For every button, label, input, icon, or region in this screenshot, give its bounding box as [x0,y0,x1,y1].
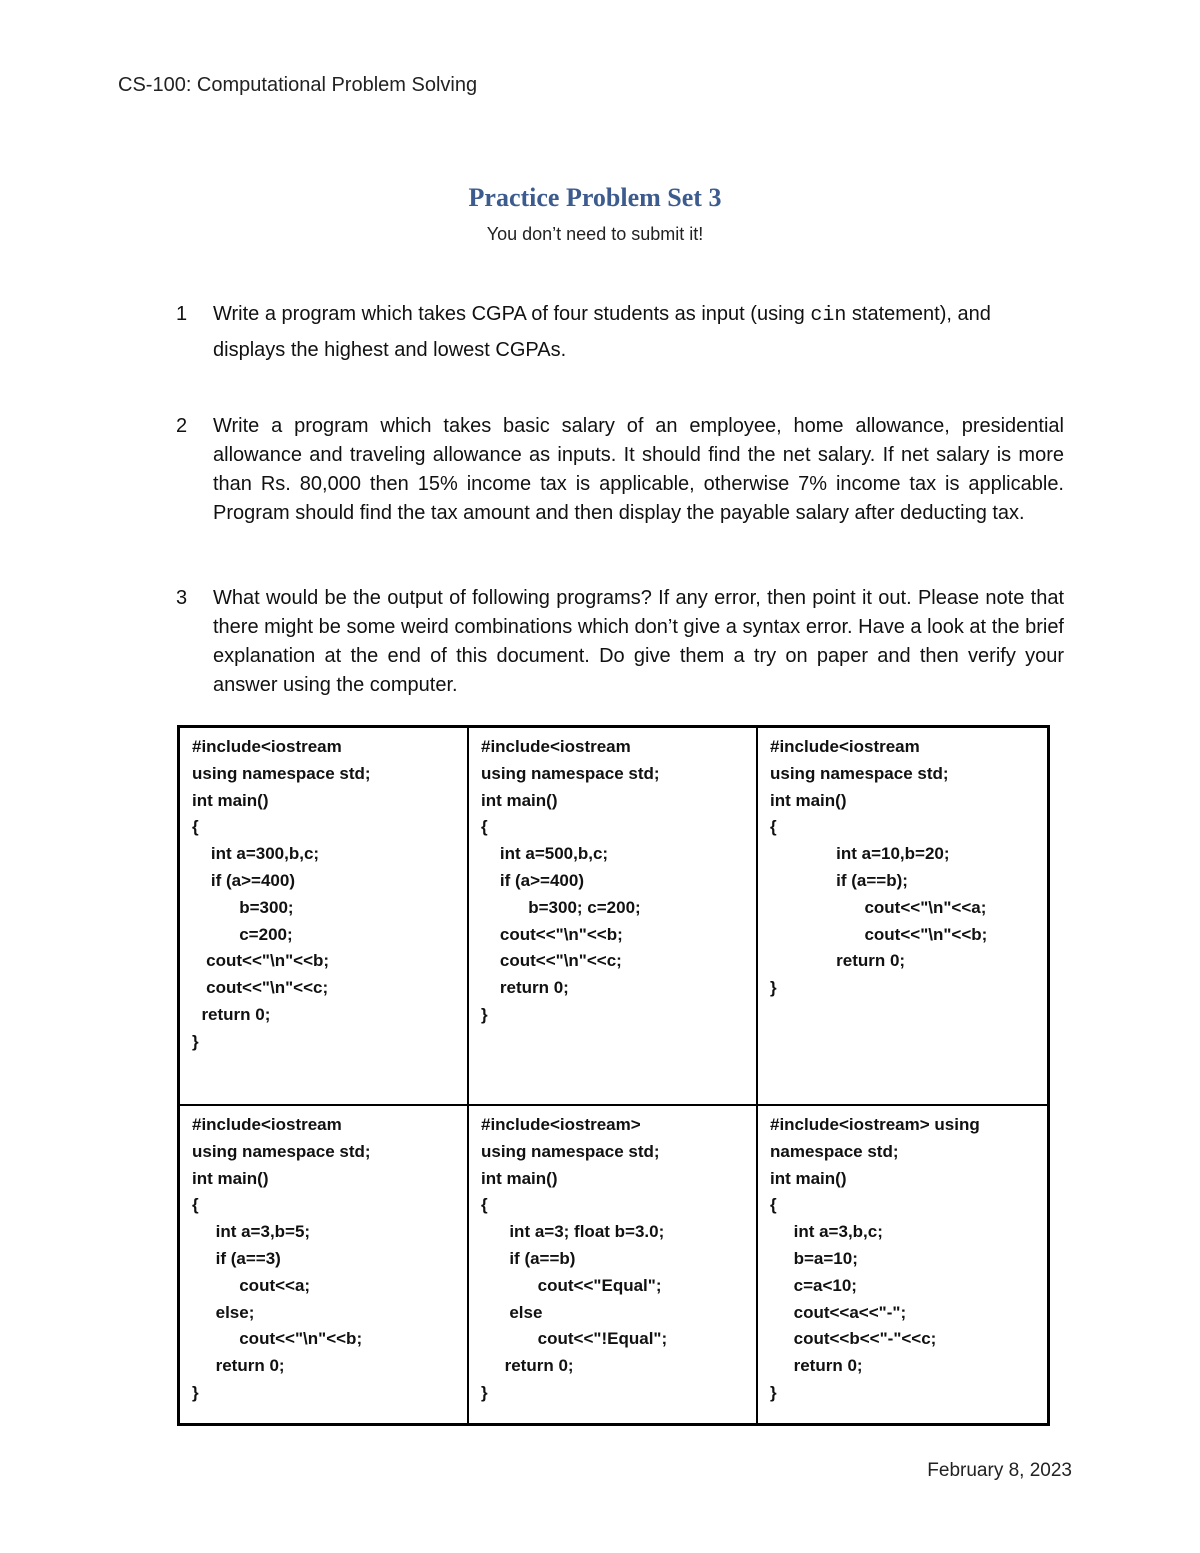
code-line: b=300; c=200; [481,897,641,917]
program-cell-2 [469,728,758,1106]
code-line: } [481,1004,488,1024]
code-line: int a=3; float b=3.0; [481,1222,665,1242]
question-number: 1 [176,303,188,325]
code-line: else [481,1302,543,1322]
code-line: cout<<a<<"-"; [770,1302,907,1322]
code-line: c=a<10; [770,1275,857,1295]
code-line: cout<<"\n"<<b; [481,924,623,944]
code-line: if (a>=400) [481,870,584,890]
code-line: return 0; [770,1356,863,1376]
code-line: namespace std; [770,1141,899,1161]
code-line: b=a=10; [770,1248,858,1268]
code-line: #include<iostream> using [770,1115,980,1134]
code-line: cout<<"\n"<<a; [770,897,987,917]
page-title: Practice Problem Set 3 [468,183,722,212]
question-2 [176,412,1064,528]
code-line: int main() [481,1168,558,1188]
code-line: int main() [192,790,269,810]
code-line: } [481,1382,488,1402]
program-cell-5 [469,1106,758,1423]
code-line: return 0; [481,1356,574,1376]
footer-date: February 8, 2023 [927,1460,1072,1481]
code-line: } [192,1031,199,1051]
code-line: c=200; [192,924,293,944]
code-line: #include<iostream [192,1115,342,1134]
program-cell-6 [758,1106,1047,1423]
code-line: { [481,1195,488,1215]
code-line: using namespace std; [770,763,949,783]
code-line: { [192,817,199,837]
code-line: b=300; [192,897,294,917]
code-line: cout<<a; [192,1275,311,1295]
code-line: #include<iostream [192,737,342,756]
code-line: return 0; [481,978,569,998]
code-line: { [770,1195,777,1215]
question-3 [176,584,1064,700]
code-line: int main() [481,790,558,810]
code-line: using namespace std; [192,763,371,783]
code-line: cout<<"\n"<<c; [192,978,329,998]
code-line: #include<iostream [770,737,920,756]
question-text: Write a program which takes CGPA of four students as input (using cin statement), and displays the highest and lowest CGPAs. [213,303,991,361]
code-line: #include<iostream [481,737,631,756]
code-line: using namespace std; [481,1141,660,1161]
programs-table [177,725,1050,1426]
course-header: CS-100: Computational Problem Solving [118,74,478,96]
code-line: cout<<"\n"<<b; [192,951,330,971]
code-line: int a=300,b,c; [192,844,320,864]
page-subtitle: You don’t need to submit it! [486,224,704,244]
code-line: return 0; [192,1004,271,1024]
code-line: cout<<"\n"<<b; [192,1329,363,1349]
code-line: cout<<"\n"<<c; [481,951,622,971]
code-line: using namespace std; [192,1141,371,1161]
code-line: { [770,817,777,837]
question-number: 3 [176,587,188,609]
question-text: Write a program which takes basic salary of an employee, home allowance, presidential allowance and traveling allowance as inputs. It should find the net salary. If net salary is more than Rs. 80,000 then 15% income tax is applicable, otherwise 7% income tax is applicable. Program should find the tax amount and then display the payable salary after deducting tax. [213,415,1064,524]
inline-code: cin [810,304,847,327]
question-text: What would be the output of following programs? If any error, then point it out. Please note that there might be some weird combinations which don’t give a syntax error. Have a look at the brief explanation at the end of this document. Do give them a try on paper and then verify your answer using the computer. [213,587,1064,696]
code-line: else; [192,1302,255,1322]
code-line: if (a==b); [770,870,908,890]
code-line: cout<<b<<"-"<<c; [770,1329,937,1349]
code-line: if (a==3) [192,1248,281,1268]
program-cell-1 [180,728,469,1106]
code-line: cout<<"!Equal"; [481,1329,668,1349]
code-line: int a=10,b=20; [770,844,950,864]
code-line: int a=3,b,c; [770,1222,883,1242]
question-number: 2 [176,415,188,437]
code-line: return 0; [192,1356,285,1376]
code-line: return 0; [770,951,906,971]
code-line: { [192,1195,199,1215]
code-line: int a=500,b,c; [481,844,609,864]
code-line: { [481,817,488,837]
code-line: } [770,1382,777,1402]
program-cell-4 [180,1106,469,1423]
code-line: cout<<"Equal"; [481,1275,662,1295]
program-cell-3 [758,728,1047,1106]
code-line: int main() [192,1168,269,1188]
code-line: if (a==b) [481,1248,576,1268]
question-1 [176,297,1064,368]
code-line: int a=3,b=5; [192,1222,311,1242]
code-line: cout<<"\n"<<b; [770,924,988,944]
code-line: if (a>=400) [192,870,295,890]
code-line: using namespace std; [481,763,660,783]
code-line: } [770,978,777,998]
code-line: int main() [770,790,847,810]
code-line: #include<iostream> [481,1115,641,1134]
code-line: } [192,1382,199,1402]
code-line: int main() [770,1168,847,1188]
